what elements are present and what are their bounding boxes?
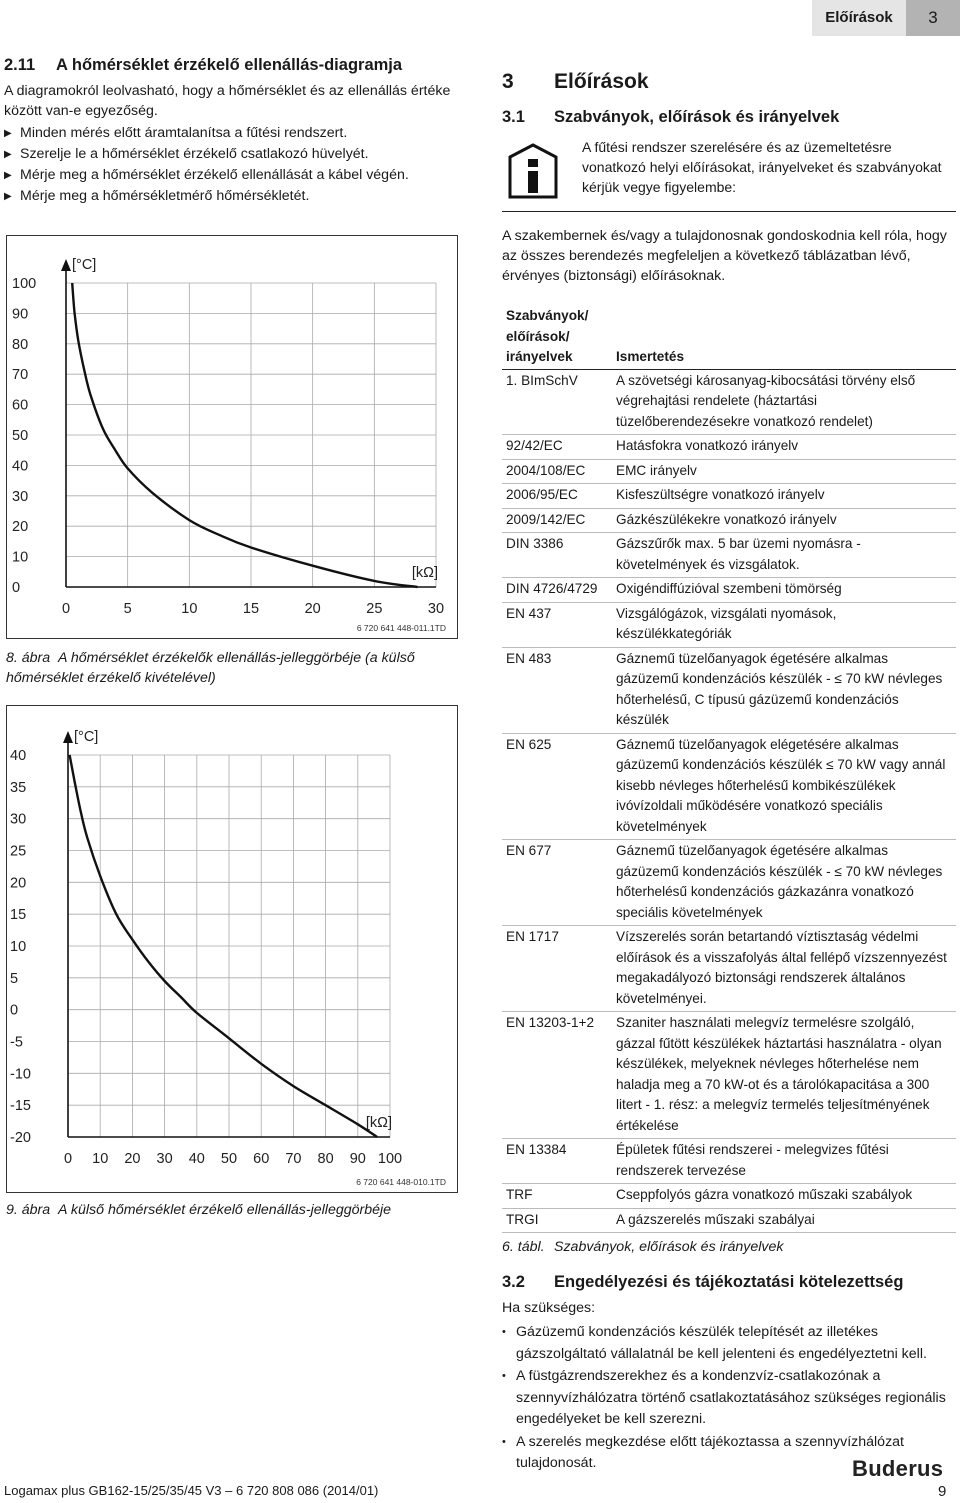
- table-header-row: [502, 306, 956, 369]
- standard-cell: EN 13203-1+2: [502, 1012, 612, 1139]
- table-row: [502, 578, 956, 603]
- standard-cell: 2009/142/EC: [502, 508, 612, 533]
- standard-cell: EN 677: [502, 840, 612, 926]
- x-tick-label: 20: [124, 1151, 141, 1167]
- y-tick-label: 10: [12, 549, 29, 566]
- info-box: [502, 137, 956, 212]
- section-heading-2-11: [4, 56, 456, 75]
- x-tick-label: 0: [61, 601, 71, 617]
- sub1-title: Szabványok, előírások és irányelvek: [554, 108, 840, 126]
- x-tick-label: 90: [349, 1151, 366, 1167]
- x-tick-label: 80: [317, 1151, 334, 1167]
- description-cell: Épületek fűtési rendszerei - melegvizes fűtési rendszerek tervezése: [612, 1139, 956, 1184]
- standards-table: [502, 306, 956, 1233]
- description-cell: Vizsgálógázok, vizsgálati nyomások, készülékkategóriák: [612, 602, 956, 647]
- section-heading-3-2: [502, 1273, 956, 1292]
- figure-8-label: 8. ábra: [6, 650, 51, 666]
- section-heading-3-1: [502, 108, 956, 127]
- y-tick-label: -20: [10, 1130, 31, 1146]
- heading-title: A hőmérséklet érzékelő ellenállás-diagramja: [56, 56, 403, 74]
- intro-paragraph: A diagramokról leolvasható, hogy a hőmérséklet és az ellenállás értéke között van-e egyezőség.: [4, 83, 451, 119]
- y-tick-label: 10: [10, 939, 27, 955]
- table-row: [502, 484, 956, 509]
- table-row: [502, 508, 956, 533]
- y-tick-label: 80: [12, 336, 29, 353]
- standard-cell: DIN 3386: [502, 533, 612, 578]
- y-tick-label: -10: [10, 1066, 31, 1083]
- table-row: [502, 533, 956, 578]
- y-tick-label: 25: [10, 843, 27, 860]
- y-axis-arrow: [63, 731, 73, 743]
- y-tick-label: 30: [10, 811, 27, 828]
- table-header-description: Ismertetés: [612, 306, 956, 369]
- sub1-number: 3.1: [502, 108, 525, 126]
- standard-cell: TRF: [502, 1184, 612, 1209]
- x-tick-label: 10: [92, 1151, 109, 1167]
- requirements-paragraph: A szakembernek és/vagy a tulajdonosnak gondoskodnia kell róla, hogy az összes berendezés megfeleljen a következő táblázatban lévő, érvényes (biztonsági) előírásoknak.: [502, 228, 947, 284]
- standard-cell: 92/42/EC: [502, 435, 612, 460]
- step-item: ▶ Szerelje le a hőmérséklet érzékelő csatlakozó hüvelyét.: [4, 144, 456, 165]
- chapter-title: Előírások: [554, 70, 649, 93]
- chart-fig8: [6, 235, 458, 639]
- brand-logo: Buderus: [852, 1456, 944, 1481]
- right-column: [502, 70, 956, 1476]
- y-tick-label: 30: [12, 488, 29, 505]
- y-axis-label: [°C]: [74, 729, 99, 745]
- table-row: [502, 1139, 956, 1184]
- x-tick-label: 50: [220, 1151, 238, 1167]
- table-row: [502, 1012, 956, 1139]
- description-cell: A gázszerelés műszaki szabályai: [612, 1208, 956, 1233]
- description-cell: Hatásfokra vonatkozó irányelv: [612, 435, 956, 460]
- description-cell: EMC irányelv: [612, 459, 956, 484]
- y-tick-label: 35: [10, 779, 27, 796]
- x-tick-label: 20: [304, 601, 321, 617]
- description-cell: Gáznemű tüzelőanyagok elégetésére alkalmas gázüzemű kondenzációs készülék ≤ 70 kW vagy annál kisebb névleges hőterhelésű kombikészülékek ivóvízoldali működésére vonatkozó speciális követelmények: [612, 733, 956, 840]
- chart-fig9-svg: [6, 705, 458, 1193]
- chapter-heading: [502, 70, 956, 94]
- step-item: ▶ Mérje meg a hőmérsékletmérő hőmérsékletét.: [4, 186, 456, 207]
- table-body: [502, 369, 956, 1233]
- y-tick-label: 90: [12, 306, 29, 323]
- y-tick-label: 40: [10, 748, 27, 764]
- sub2-intro: Ha szükséges:: [502, 1300, 596, 1316]
- y-tick-label: 20: [12, 519, 29, 536]
- figure-8-text: A hőmérséklet érzékelők ellenállás-jelleggörbéje (a külső hőmérséklet érzékelő kivételével): [6, 650, 415, 686]
- y-tick-label: -15: [10, 1098, 31, 1115]
- description-cell: Gáznemű tüzelőanyagok égetésére alkalmas gázüzemű kondenzációs készülék - ≤ 70 kW névleges hőterhelésű, C típusú gázüzemű kondenzációs készülék: [612, 647, 956, 733]
- table-row: [502, 840, 956, 926]
- x-tick-label: 30: [427, 601, 445, 617]
- x-tick-label: 25: [366, 601, 383, 617]
- x-tick-label: 30: [156, 1151, 173, 1167]
- heading-number: 2.11: [4, 56, 36, 74]
- x-tick-label: 40: [188, 1151, 205, 1167]
- x-tick-label: 100: [377, 1151, 403, 1167]
- y-tick-label: 5: [10, 970, 19, 987]
- description-cell: Gázkészülékekre vonatkozó irányelv: [612, 508, 956, 533]
- description-cell: Kisfeszültségre vonatkozó irányelv: [612, 484, 956, 509]
- standard-cell: EN 1717: [502, 926, 612, 1012]
- figure-9-text: A külső hőmérséklet érzékelő ellenállás-jelleggörbéje: [58, 1202, 392, 1218]
- y-tick-label: 70: [12, 367, 29, 384]
- y-tick-label: 40: [12, 458, 29, 475]
- x-tick-label: 70: [285, 1151, 302, 1167]
- description-cell: Gáznemű tüzelőanyagok égetésére alkalmas gázüzemű kondenzációs készülék - ≤ 70 kW névleges hőterhelésű kondenzációs gázkazánra vonatkozó speciális követelmények: [612, 840, 956, 926]
- step-item: ▶ Minden mérés előtt áramtalanítsa a fűtési rendszert.: [4, 123, 456, 144]
- obligation-list: [502, 1322, 956, 1475]
- standard-cell: EN 13384: [502, 1139, 612, 1184]
- standard-cell: EN 437: [502, 602, 612, 647]
- y-tick-label: 60: [12, 397, 29, 414]
- table-row: [502, 459, 956, 484]
- standard-cell: EN 625: [502, 733, 612, 840]
- standard-cell: 2004/108/EC: [502, 459, 612, 484]
- y-tick-label: -5: [10, 1034, 23, 1051]
- figure-9-label: 9. ábra: [6, 1202, 51, 1218]
- list-item: • Gázüzemű kondenzációs készülék telepítését az illetékes gázszolgáltató vállalatnál be kell jelenteni és engedélyeztetni kell.: [502, 1322, 956, 1365]
- description-cell: Oxigéndiffúzióval szembeni tömörség: [612, 578, 956, 603]
- table-row: [502, 647, 956, 733]
- x-tick-label: 10: [181, 601, 198, 617]
- table-caption: [502, 1239, 956, 1255]
- table-row: [502, 733, 956, 840]
- figure-code: 6 720 641 448-010.1TD: [356, 1177, 446, 1187]
- section-label: Előírások: [812, 0, 906, 36]
- page-number: 9: [938, 1483, 947, 1500]
- y-tick-label: 50: [12, 428, 29, 444]
- y-tick-label: 0: [12, 580, 21, 596]
- x-tick-label: 60: [253, 1151, 270, 1167]
- description-cell: Cseppfolyós gázra vonatkozó műszaki szabályok: [612, 1184, 956, 1209]
- list-item: • A füstgázrendszerekhez és a kondenzvíz-csatlakozónak a szennyvízhálózatra történő csatlakoztatásához szükséges regionális engedélyeket be kell szerezni.: [502, 1366, 956, 1431]
- step-list: [4, 123, 456, 207]
- y-tick-label: 20: [10, 875, 27, 892]
- table-row: [502, 1184, 956, 1209]
- section-number: 3: [906, 0, 960, 36]
- x-tick-label: 0: [63, 1151, 73, 1167]
- x-axis-label: [kΩ]: [365, 1115, 392, 1131]
- y-axis-label: [°C]: [72, 257, 97, 273]
- x-tick-label: 5: [123, 601, 132, 617]
- description-cell: Vízszerelés során betartandó víztisztaság védelmi előírások és a visszafolyás által fellépő vízszennyezést megakadályozó biztonsági rendszerek általános követelményei.: [612, 926, 956, 1012]
- table-row: [502, 926, 956, 1012]
- list-item: • A szerelés megkezdése előtt tájékoztassa a szennyvízhálózat tulajdonosát.: [502, 1432, 956, 1475]
- table-row: [502, 435, 956, 460]
- info-icon: [508, 143, 558, 199]
- step-item: ▶ Mérje meg a hőmérséklet érzékelő ellenállását a kábel végén.: [4, 165, 456, 186]
- standard-cell: EN 483: [502, 647, 612, 733]
- description-cell: A szövetségi károsanyag-kibocsátási törvény első végrehajtási rendelete (háztartási tüzelőberendezésekre vonatkozó rendelet): [612, 369, 956, 435]
- standard-cell: 1. BImSchV: [502, 369, 612, 435]
- figure-code: 6 720 641 448-011.1TD: [356, 623, 446, 633]
- y-tick-label: 15: [10, 907, 27, 924]
- table-row: [502, 602, 956, 647]
- description-cell: Szaniter használati melegvíz termelésre szolgáló, gázzal fűtött készülékek háztartási használatra - olyan készülékek, melyeknek névleges hőterhelése nem haladja meg a 70 kW-ot és a tárolókapacitása a 300 litert - 1. rész: a melegvíz termelés teljesítményének értékelése: [612, 1012, 956, 1139]
- standard-cell: TRGI: [502, 1208, 612, 1233]
- standard-cell: 2006/95/EC: [502, 484, 612, 509]
- standard-cell: DIN 4726/4729: [502, 578, 612, 603]
- chapter-number: 3: [502, 70, 514, 93]
- description-cell: Gázszűrők max. 5 bar üzemi nyomásra - követelmények és vizsgálatok.: [612, 533, 956, 578]
- y-tick-label: 100: [12, 276, 37, 292]
- y-axis-arrow: [61, 259, 71, 271]
- info-text: A fűtési rendszer szerelésére és az üzemeltetésre vonatkozó helyi előírásokat, irányelveket és szabványokat kérjük vegye figyelembe:: [582, 139, 942, 195]
- left-column: [4, 56, 456, 207]
- figure-9-caption: [6, 1200, 456, 1220]
- sub2-title: Engedélyezési és tájékoztatási kötelezettség: [554, 1273, 904, 1291]
- chart-fig9: [6, 705, 458, 1193]
- x-tick-label: 15: [242, 601, 260, 617]
- table-caption-text: Szabványok, előírások és irányelvek: [554, 1239, 784, 1255]
- table-row: [502, 1208, 956, 1233]
- footer-doc-ref: Logamax plus GB162-15/25/35/45 V3 – 6 720 808 086 (2014/01): [4, 1483, 379, 1498]
- x-axis-label: [kΩ]: [411, 565, 438, 581]
- table-caption-label: 6. tábl.: [502, 1239, 545, 1255]
- chart-fig8-svg: [6, 235, 458, 639]
- sub2-number: 3.2: [502, 1273, 525, 1291]
- table-row: [502, 369, 956, 435]
- table-header-standards: Szabványok/ előírások/ irányelvek: [502, 306, 612, 369]
- figure-8-caption: [6, 648, 456, 688]
- y-tick-label: 0: [10, 1002, 19, 1019]
